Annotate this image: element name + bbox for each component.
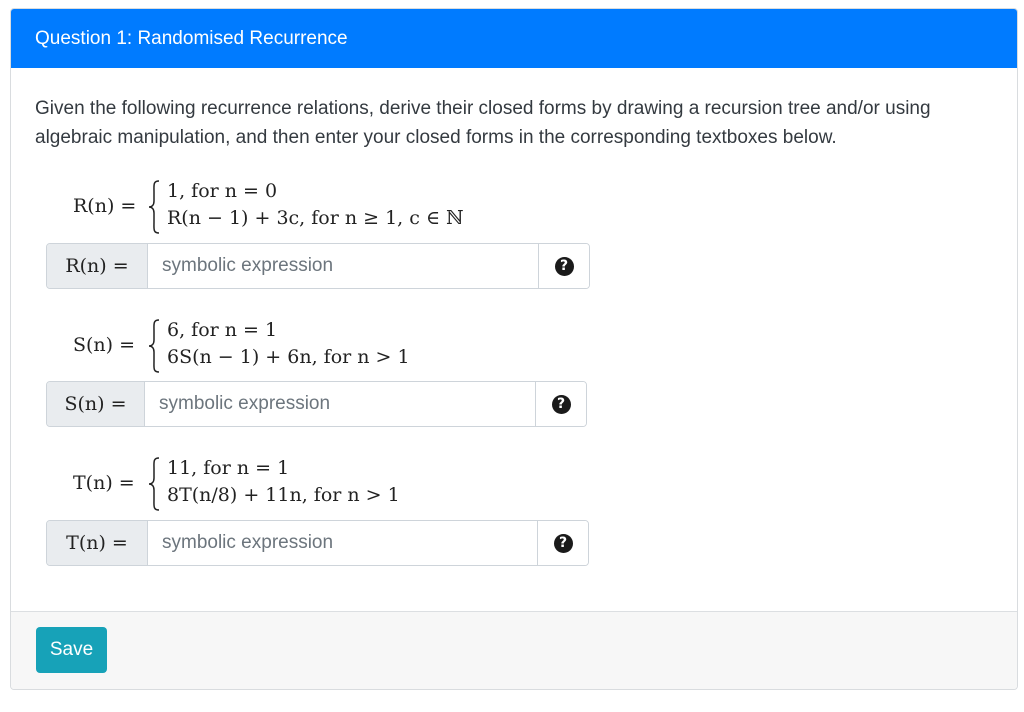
answer-input-s[interactable] (145, 382, 585, 426)
answer-input-t[interactable] (148, 521, 587, 565)
recurrence-recursive-case: 6S(n − 1) + 6n, for n > 1 (167, 346, 410, 368)
input-label-r: R(n) = (47, 244, 148, 288)
question-circle-icon: ? (554, 534, 573, 553)
left-brace-icon (147, 180, 161, 234)
recurrence-recursive-case: 8T(n/8) + 11n, for n > 1 (167, 484, 400, 506)
help-button-r[interactable] (538, 244, 589, 288)
help-button-s[interactable] (535, 382, 586, 426)
input-label-s: S(n) = (47, 382, 145, 426)
recurrence-recursive-case: R(n − 1) + 3c, for n ≥ 1, c ∈ ℕ (167, 207, 464, 229)
recurrence-lhs: T(n) = (73, 472, 135, 494)
card-footer (11, 611, 1017, 689)
question-card (10, 8, 1018, 690)
question-title: Question 1: Randomised Recurrence (11, 9, 1017, 68)
question-instructions: Given the following recurrence relations, derive their closed forms by drawing a recursion tree and/or using algebraic manipulation, and then enter your closed forms in the corresponding textboxes below. (35, 98, 931, 148)
question-circle-icon: ? (552, 395, 571, 414)
left-brace-icon (147, 457, 161, 511)
recurrence-lhs: S(n) = (73, 334, 136, 356)
left-brace-icon (147, 319, 161, 373)
answer-input-r[interactable] (148, 244, 588, 288)
question-circle-icon: ? (555, 257, 574, 276)
recurrence-base-case: 6, for n = 1 (167, 319, 278, 341)
recurrence-base-case: 1, for n = 0 (167, 180, 278, 202)
answer-group-r (46, 243, 590, 289)
recurrence-base-case: 11, for n = 1 (167, 457, 290, 479)
answer-group-t (46, 520, 589, 566)
answer-group-s (46, 381, 587, 427)
save-button[interactable]: Save (36, 627, 107, 673)
question-body (11, 68, 1017, 611)
recurrence-lhs: R(n) = (73, 195, 137, 217)
input-label-t: T(n) = (47, 521, 148, 565)
help-button-t[interactable] (537, 521, 588, 565)
